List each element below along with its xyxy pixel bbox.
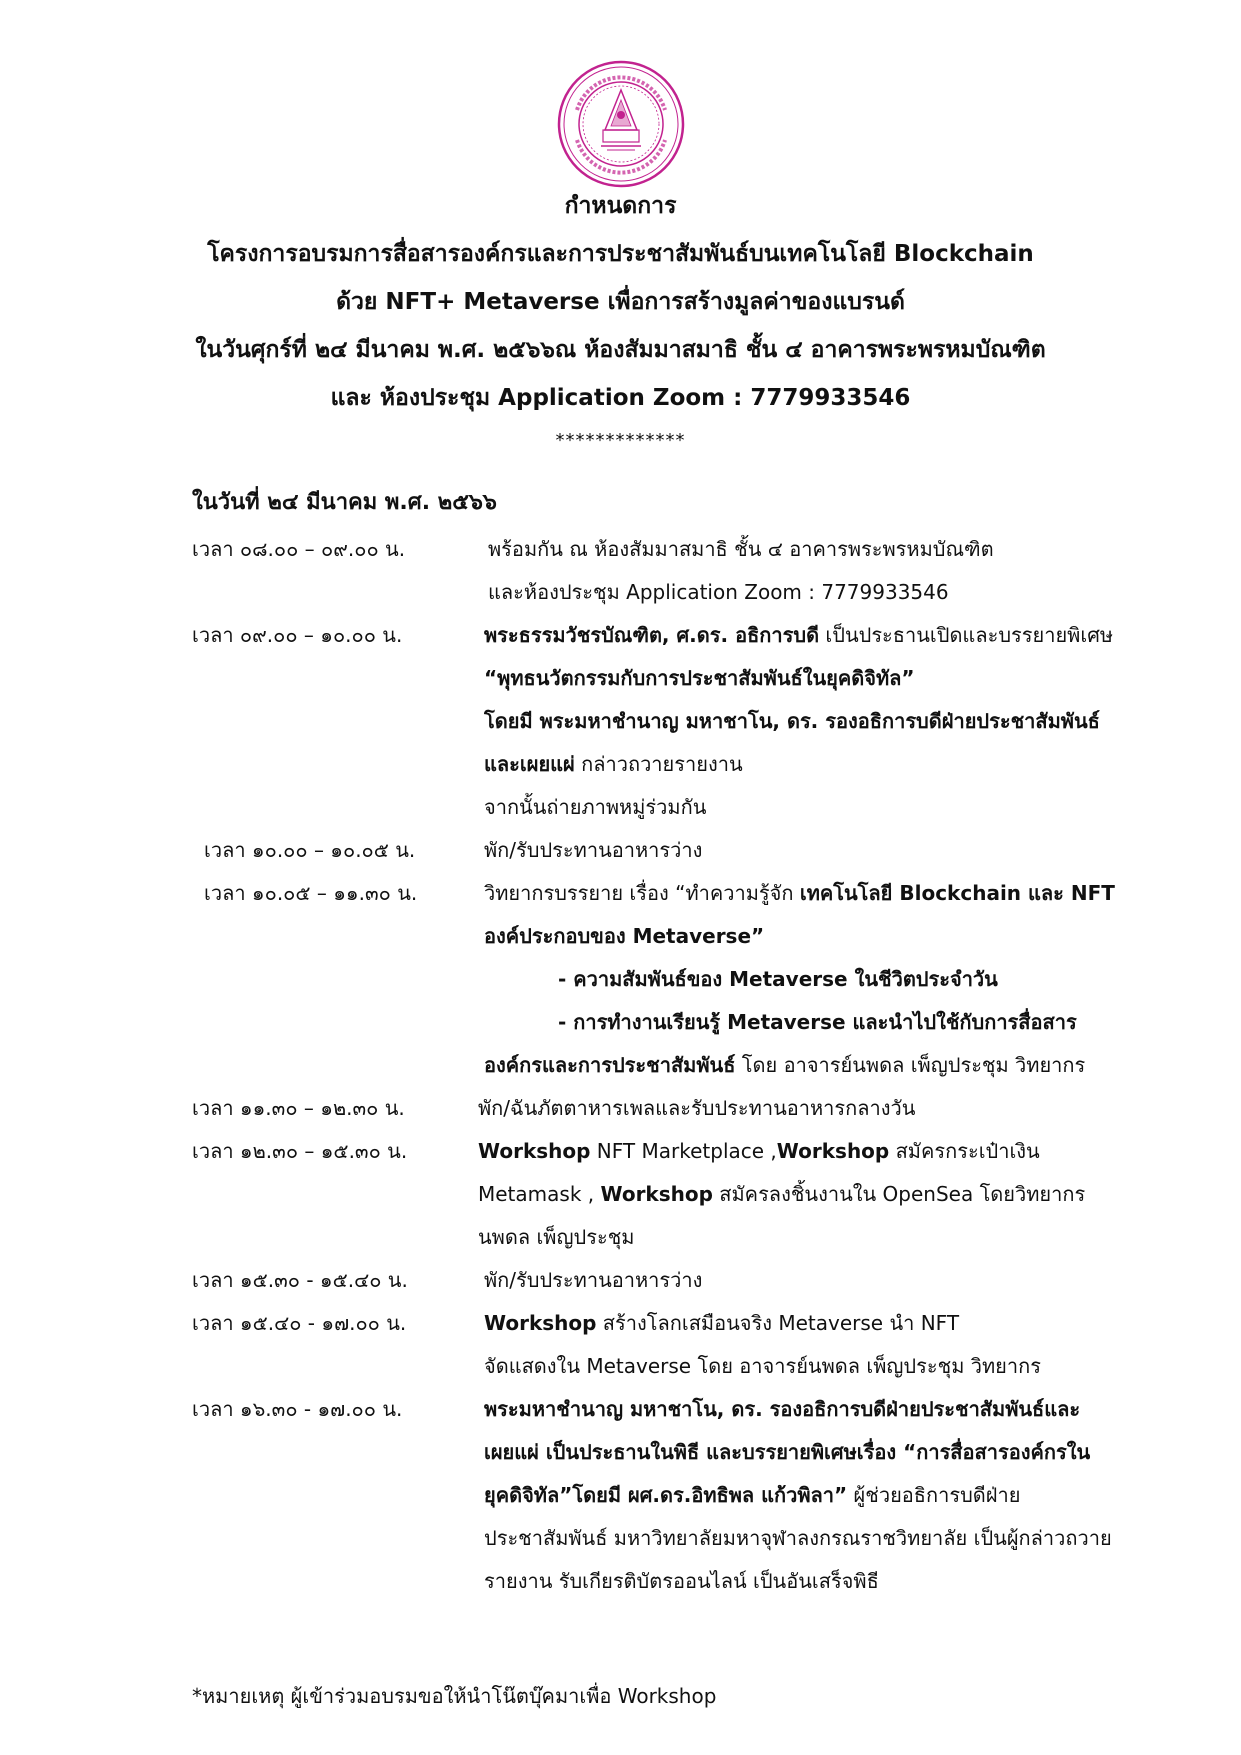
university-seal-logo — [557, 60, 685, 188]
schedule-row — [192, 1302, 1152, 1388]
schedule-row — [192, 1087, 1152, 1130]
schedule-description: พร้อมกัน ณ ห้องสัมมาสมาธิ ชั้น ๔ อาคารพระพรหมบัณฑิต และห้องประชุม Application Zoom : 7779933546 — [488, 537, 994, 604]
schedule-time: เวลา ๐๙.๐๐ – ๑๐.๐๐ น. — [192, 623, 403, 647]
footnote: *หมายเหตุ ผู้เข้าร่วมอบรมขอให้นำโน๊ตบุ๊คมาเพื่อ Workshop — [192, 1684, 717, 1708]
schedule-description: พระมหาชำนาญ มหาชาโน, ดร. รองอธิการบดีฝ่ายประชาสัมพันธ์และ เผยแผ่ เป็นประธานในพิธี และบรรยายพิเศษเรื่อง “การสื่อสารองค์กรใน ยุคดิจิทัล”โดยมี ผศ.ดร.อิทธิพล แก้วพิลา” ผู้ช่วยอธิการบดีฝ่าย ประชาสัมพันธ์ มหาวิทยาลัยมหาจุฬาลงกรณราชวิทยาลัย เป็นผู้กล่าวถวาย รายงาน รับเกียรติบัตรออนไลน์ เป็นอันเสร็จพิธี — [484, 1397, 1112, 1593]
schedule-row — [192, 1130, 1152, 1259]
document-title: กำหนดการ — [564, 193, 677, 219]
project-title-line2: ด้วย NFT+ Metaverse เพื่อการสร้างมูลค่าของแบรนด์ — [336, 289, 905, 315]
schedule-time: เวลา ๑๒.๓๐ – ๑๕.๓๐ น. — [192, 1139, 408, 1163]
schedule-description: พัก/รับประทานอาหารว่าง — [484, 838, 703, 862]
schedule-time: เวลา ๑๑.๓๐ – ๑๒.๓๐ น. — [192, 1096, 405, 1120]
schedule-time: เวลา ๑๕.๔๐ - ๑๗.๐๐ น. — [192, 1311, 407, 1335]
schedule-description: วิทยากรบรรยาย เรื่อง “ทำความรู้จัก เทคโนโลยี Blockchain และ NFT องค์ประกอบของ Metaverse” - ความสัมพันธ์ของ Metaverse ในชีวิตประจำวัน - การทำงานเรียนรู้ Metaverse และนำไปใช้กับการสื่อสาร องค์กรและการประชาสัมพันธ์ โดย อาจารย์นพดล เพ็ญประชุม วิทยากร — [484, 881, 1115, 1077]
schedule-description: Workshop NFT Marketplace ,Workshop สมัครกระเป๋าเงิน Metamask , Workshop สมัครลงชิ้นงานใน OpenSea โดยวิทยากร นพดล เพ็ญประชุม — [478, 1139, 1086, 1249]
schedule-row — [192, 528, 1152, 614]
project-title-line1: โครงการอบรมการสื่อสารองค์กรและการประชาสัมพันธ์บนเทคโนโลยี Blockchain — [207, 241, 1034, 267]
schedule-time: เวลา ๑๕.๓๐ - ๑๕.๔๐ น. — [192, 1268, 408, 1292]
divider-stars: ************* — [555, 430, 686, 451]
schedule-list — [192, 528, 1152, 1603]
schedule-row — [192, 872, 1152, 1087]
document-header — [0, 182, 1241, 422]
schedule-description: พัก/รับประทานอาหารว่าง — [484, 1268, 703, 1292]
day-heading: ในวันที่ ๒๔ มีนาคม พ.ศ. ๒๕๖๖ — [192, 490, 497, 515]
schedule-time: เวลา ๑๐.๐๐ – ๑๐.๐๕ น. — [204, 838, 416, 862]
schedule-description: พัก/ฉันภัตตาหารเพลและรับประทานอาหารกลางวัน — [478, 1096, 916, 1120]
date-venue-line: ในวันศุกร์ที่ ๒๔ มีนาคม พ.ศ. ๒๕๖๖ณ ห้องสัมมาสมาธิ ชั้น ๔ อาคารพระพรหมบัณฑิต — [195, 337, 1046, 363]
schedule-row — [192, 829, 1152, 872]
schedule-time: เวลา ๐๘.๐๐ – ๐๙.๐๐ น. — [192, 537, 406, 561]
schedule-row — [192, 614, 1152, 829]
schedule-row — [192, 1259, 1152, 1302]
schedule-time: เวลา ๑๐.๐๕ – ๑๑.๓๐ น. — [204, 881, 418, 905]
schedule-row — [192, 1388, 1152, 1603]
schedule-description: พระธรรมวัชรบัณฑิต, ศ.ดร. อธิการบดี เป็นประธานเปิดและบรรยายพิเศษ “พุทธนวัตกรรมกับการประชาสัมพันธ์ในยุคดิจิทัล” โดยมี พระมหาชำนาญ มหาชาโน, ดร. รองอธิการบดีฝ่ายประชาสัมพันธ์ และเผยแผ่ กล่าวถวายรายงาน จากนั้นถ่ายภาพหมู่ร่วมกัน — [484, 623, 1114, 819]
schedule-description: Workshop สร้างโลกเสมือนจริง Metaverse นำ NFT จัดแสดงใน Metaverse โดย อาจารย์นพดล เพ็ญประชุม วิทยากร — [484, 1311, 1041, 1378]
zoom-line: และ ห้องประชุม Application Zoom : 7779933546 — [330, 385, 911, 411]
schedule-time: เวลา ๑๖.๓๐ - ๑๗.๐๐ น. — [192, 1397, 403, 1421]
